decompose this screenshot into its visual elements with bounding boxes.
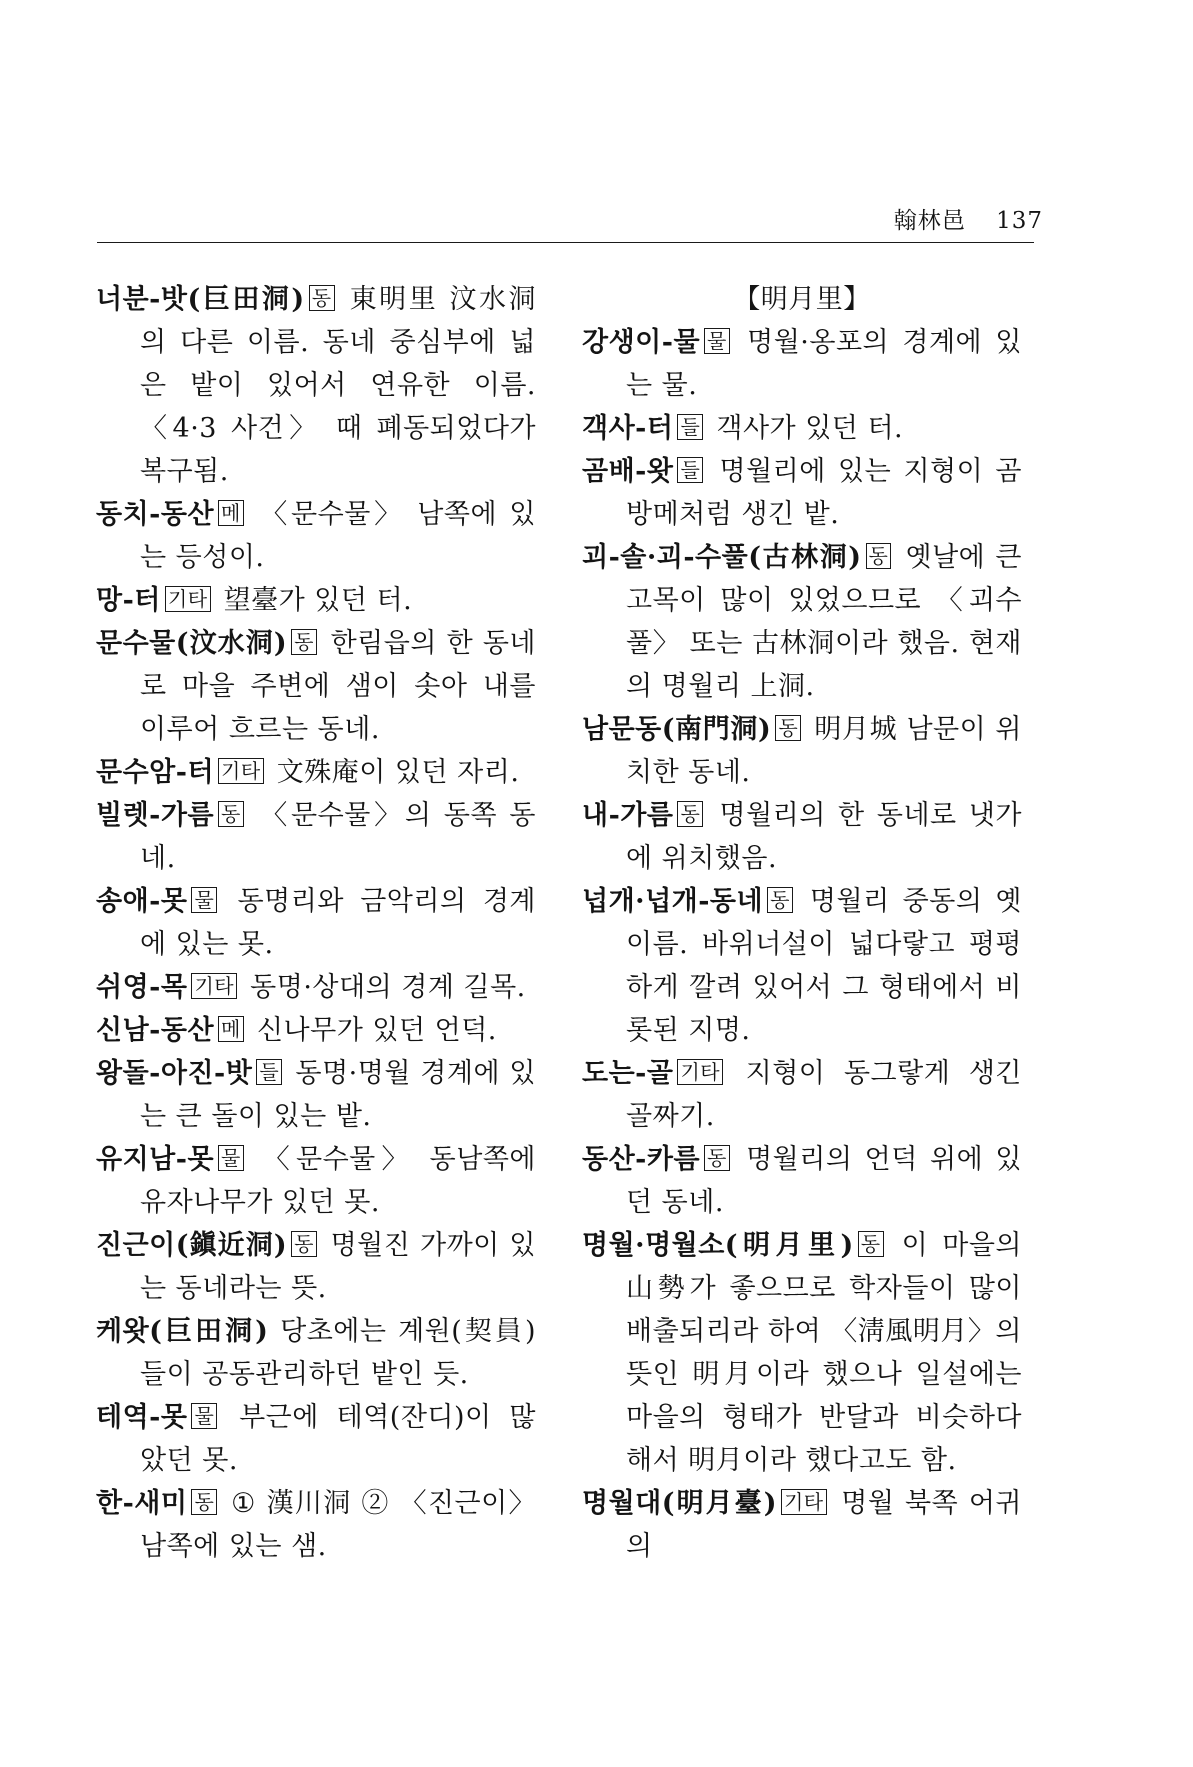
entry-category-tag: 동 [775, 715, 801, 741]
entry-definition: 明月城 남문이 위치한 동네. [626, 714, 1023, 788]
entry-headword: 남문동(南門洞) [582, 714, 772, 745]
dictionary-entry [96, 1009, 536, 1052]
entry-definition: 당초에는 계원(契員)들이 공동관리하던 밭인 듯. [140, 1316, 536, 1390]
entry-definition: 명월 북쪽 어귀의 [626, 1488, 1022, 1562]
entry-headword: 괴-솔·괴-수풀(古林洞) [582, 542, 862, 573]
entry-category-tag: 동 [309, 285, 335, 311]
entry-definition: 文殊庵이 있던 자리. [267, 757, 520, 788]
entry-category-tag: 물 [704, 328, 730, 354]
entry-category-tag: 동 [767, 887, 793, 913]
running-head [894, 202, 1043, 235]
entry-definition: 〈문수물〉 동남쪽에 유자나무가 있던 못. [140, 1144, 536, 1218]
entry-headword: 쉬영-목 [96, 972, 188, 1003]
entry-headword: 망-터 [96, 585, 161, 616]
entry-definition: 명월리의 한 동네로 냇가에 위치했음. [626, 800, 1022, 874]
dictionary-entry [96, 1482, 536, 1568]
entry-headword: 빌렛-가름 [96, 800, 215, 831]
dictionary-entry [96, 1224, 536, 1310]
entry-headword: 동치-동산 [96, 499, 215, 530]
dictionary-entry [96, 880, 536, 966]
dictionary-entry [582, 1138, 1022, 1224]
entry-headword: 신남-동산 [96, 1015, 215, 1046]
dictionary-entry [582, 450, 1022, 536]
dictionary-entry [582, 1482, 1022, 1568]
entry-category-tag: 기타 [677, 1059, 723, 1085]
entry-headword: 넙개·넙개-동네 [582, 886, 764, 917]
entry-category-tag: 들 [677, 457, 703, 483]
entry-definition: 이 마을의 山勢가 좋으므로 학자들이 많이 배출되리라 하여 〈淸風明月〉의 뜻인 明月이라 했으나 일설에는 마을의 형태가 반달과 비슷하다 해서 明月이라 했다고도 함. [626, 1230, 1022, 1476]
dictionary-entry [582, 407, 1022, 450]
dictionary-entry [96, 278, 536, 493]
entry-category-tag: 기타 [165, 586, 211, 612]
entry-category-tag: 물 [218, 1145, 244, 1171]
entry-headword: 테역-못 [96, 1402, 188, 1433]
dictionary-entry [582, 794, 1022, 880]
entry-headword: 유지남-못 [96, 1144, 215, 1175]
entry-definition: 명월리 중동의 옛이름. 바위너설이 넓다랗고 평평하게 깔려 있어서 그 형태에서 비롯된 지명. [626, 886, 1022, 1046]
entry-headword: 명월·명월소(明月里) [582, 1230, 854, 1261]
entry-headword: 문수암-터 [96, 757, 215, 788]
entry-headword: 내-가름 [582, 800, 674, 831]
dictionary-entry [96, 493, 536, 579]
entry-definition: 명월·옹포의 경계에 있는 물. [626, 327, 1022, 401]
entry-headword: 곰배-왓 [582, 456, 674, 487]
entry-definition: 동명리와 금악리의 경계에 있는 못. [140, 886, 536, 960]
entry-category-tag: 들 [256, 1059, 282, 1085]
header-rule [97, 242, 1034, 243]
entry-category-tag: 물 [191, 1403, 217, 1429]
entry-category-tag: 메 [218, 1016, 244, 1042]
entry-definition: 동명·상대의 경계 길목. [241, 972, 526, 1003]
entry-definition: 명월진 가까이 있는 동네라는 뜻. [140, 1230, 536, 1304]
entry-category-tag: 기타 [781, 1489, 827, 1515]
entry-headword: 진근이(鎭近洞) [96, 1230, 288, 1261]
entry-headword: 송애-못 [96, 886, 188, 917]
dictionary-entry [96, 1310, 536, 1396]
entry-definition: 望臺가 있던 터. [214, 585, 413, 616]
entry-definition: 지형이 동그랗게 생긴 골짜기. [626, 1058, 1022, 1132]
dictionary-entry [96, 1138, 536, 1224]
dictionary-entry [96, 794, 536, 880]
dictionary-entry [582, 1052, 1022, 1138]
dictionary-entry [96, 579, 536, 622]
entry-category-tag: 기타 [191, 973, 237, 999]
dictionary-entry [96, 966, 536, 1009]
dictionary-entry [582, 1224, 1022, 1482]
entry-category-tag: 물 [191, 887, 217, 913]
section-title: 【明月里】 [733, 284, 871, 315]
dictionary-entry [582, 880, 1022, 1052]
entry-category-tag: 동 [858, 1231, 884, 1257]
entry-category-tag: 동 [291, 1231, 317, 1257]
entry-headword: 동산-카름 [582, 1144, 701, 1175]
dictionary-entry [96, 1396, 536, 1482]
entry-headword: 너분-밧(巨田洞) [96, 284, 305, 315]
page-number: 137 [996, 208, 1043, 234]
dictionary-entry [582, 536, 1022, 708]
entry-definition: 객사가 있던 터. [707, 413, 904, 444]
entry-category-tag: 동 [191, 1489, 217, 1515]
running-head-town: 翰林邑 [893, 208, 966, 234]
entry-category-tag: 들 [677, 414, 703, 440]
entry-definition: 동명·명월 경계에 있는 큰 돌이 있는 밭. [140, 1058, 536, 1132]
entry-headword: 명월대(明月臺) [582, 1488, 777, 1519]
entry-category-tag: 동 [291, 629, 317, 655]
right-entries [582, 321, 1022, 1568]
entry-definition: 〈문수물〉의 동쪽 동네. [140, 800, 536, 874]
entry-definition: 신나무가 있던 언덕. [247, 1015, 497, 1046]
entry-definition: 옛날에 큰 고목이 많이 있었으므로 〈괴수풀〉 또는 古林洞이라 했음. 현재의 명월리 上洞. [626, 542, 1022, 702]
entry-category-tag: 동 [218, 801, 244, 827]
entry-definition: 명월리에 있는 지형이 곰방메처럼 생긴 밭. [626, 456, 1022, 530]
entry-headword: 왕돌-아진-밧 [96, 1058, 253, 1089]
entry-headword: 케왓(巨田洞) [96, 1316, 269, 1347]
entry-category-tag: 메 [218, 500, 244, 526]
entry-definition: 東明里 汶水洞의 다른 이름. 동네 중심부에 넓은 밭이 있어서 연유한 이름. 〈4·3 사건〉 때 폐동되었다가 복구됨. [140, 284, 536, 487]
entry-category-tag: 동 [866, 543, 892, 569]
entry-category-tag: 동 [677, 801, 703, 827]
entry-definition: ① 漢川洞 ② 〈진근이〉 남쪽에 있는 샘. [140, 1488, 536, 1562]
entry-headword: 도는-골 [582, 1058, 674, 1089]
dictionary-entry [582, 708, 1022, 794]
dictionary-entry [96, 622, 536, 751]
dictionary-entry [96, 751, 536, 794]
dictionary-entry [96, 1052, 536, 1138]
left-column [96, 278, 536, 1568]
entry-headword: 한-새미 [96, 1488, 188, 1519]
entry-category-tag: 기타 [218, 758, 264, 784]
entry-definition: 부근에 테역(잔디)이 많았던 못. [140, 1402, 536, 1476]
entry-headword: 객사-터 [582, 413, 674, 444]
entry-headword: 문수물(汶水洞) [96, 628, 288, 659]
entry-definition: 한림읍의 한 동네로 마을 주변에 샘이 솟아 내를 이루어 흐르는 동네. [140, 628, 536, 745]
entry-headword: 강생이-물 [582, 327, 701, 358]
right-column [582, 278, 1022, 1568]
entry-definition: 〈문수물〉 남쪽에 있는 등성이. [140, 499, 536, 573]
entry-category-tag: 동 [704, 1145, 730, 1171]
dictionary-entry [582, 321, 1022, 407]
entry-definition: 명월리의 언덕 위에 있던 동네. [626, 1144, 1022, 1218]
